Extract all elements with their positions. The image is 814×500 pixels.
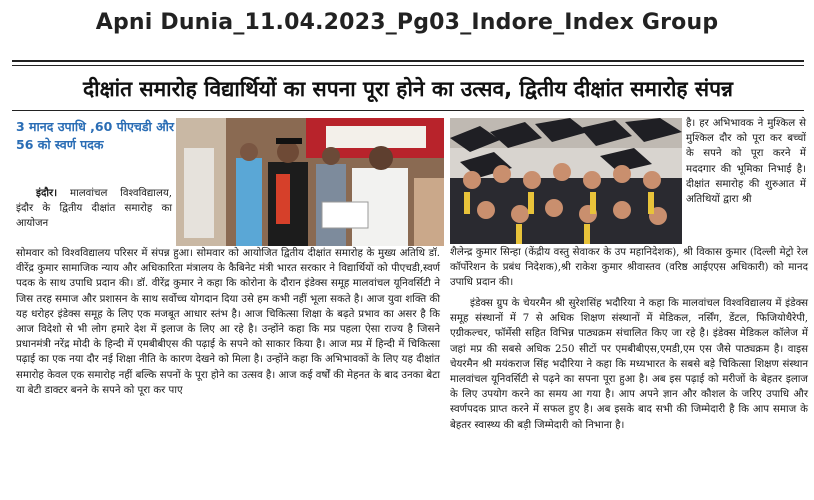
- para-1-text: मालवांचल विश्वविद्यालय, इंदौर के द्वितीय दीक्षांत समारोह का आयोजन: [16, 188, 172, 230]
- headline-rule: [12, 110, 804, 111]
- article-headline: दीक्षांत समारोह विद्यार्थियों का सपना पूरा होने का उत्सव, द्वितीय दीक्षांत समारोह संपन्न: [83, 77, 733, 101]
- article-para-4: इंडेक्स ग्रुप के चेयरमैन श्री सुरेशसिंह भदौरिया ने कहा कि मालवांचल विश्वविद्यालय में इंडेक्स समूह संस्थानों में 7 से अधिक शिक्षण संस्थानों में मेडिकल, नर्सिंग, डेंटल, फिजियोथैरेपी, एग्रीकल्चर, फॉर्मेसी सहित विभिन्न पाठ्यक्रम संचालित किए जा रहे है। इंडेक्स मेडिकल कॉलेज में जहां मप्र की सबसे अधिक 250 सीटों पर एमबीबीएस,एमडी,एम एस जैसे पाठ्यक्रम है। वाइस चेयरमैन श्री मयंकराज सिंह भदौरिया ने कहा कि मध्यभारत के सबसे बड़े चिकित्सा शिक्षण संस्थान मालवांचल यूनिवर्सिटी से पढ़ने का सपना पूरा हुआ है। अब इस पढ़ाई को मरीजों के बेहतर इलाज के लिए उपयोग करने का समय आ गया है। आप अपने ज्ञान और कौशल के जरिए उपाधि और स्वर्णपदक प्राप्त करने में सफल हुए है। अब इसके बाद सभी की जिम्मेदारी है कि आप समाज के बेहतर स्वास्थ्य की बड़ी जिम्मेदारी को निभाना है।: [450, 298, 808, 431]
- top-rule-thin: [12, 65, 804, 66]
- crowd-photo-illustration: [450, 118, 682, 244]
- page-header-title: Apni Dunia_11.04.2023_Pg03_Indore_Index Group: [95, 10, 719, 35]
- top-rule: [12, 60, 804, 62]
- article-para-right-column: है। हर अभिभावक ने मुश्किल से मुश्किल दौर को पूरा कर बच्चों के सपने को पूरा करने में मददगार की भूमिका निभाई है। दीक्षांत समारोह की शुरुआत में अतिथियों द्वारा श्री: [686, 118, 806, 206]
- graduates-crowd-photo: [450, 118, 682, 244]
- dateline: इंदौर।: [36, 187, 58, 199]
- article-subheading: 3 मानद उपाधि ,60 पीएचडी और 56 को स्वर्ण पदक: [16, 119, 175, 152]
- article-para-1: [16, 186, 172, 232]
- stage-photo-illustration: [176, 118, 444, 246]
- article-para-3: शैलेन्द्र कुमार सिन्हा (केंद्रीय वस्तु सेवाकर के उप महानिदेशक), श्री विकास कुमार (दिल्ली मेट्रो रेल कॉर्पोरेशन के प्रबंध निदेशक),श्री राकेश कुमार श्रीवास्तव (वरिष्ठ आईएएस अधिकारी) को मानद उपाधि प्रदान की।: [450, 247, 808, 289]
- article-para-2: सोमवार को विश्वविद्यालय परिसर में संपन्न हुआ। सोमवार को आयोजित द्वितीय दीक्षांत समारोह के मुख्य अतिथि डॉ. वीरेंद्र कुमार सामाजिक न्याय और अधिकारिता मंत्रालय के कैबिनेट मंत्री भारत सरकार ने विद्यार्थियों को पीएचडी,स्वर्ण पदक के साथ उपाधि प्रदान की। डॉ. वीरेंद्र कुमार ने कहा कि कोरोना के दौरान इंडेक्स समूह मालवांचल यूनिवर्सिटी ने जिस तरह समाज और प्रशासन के साथ सर्वोच्च योगदान दिया उसे हम कभी नहीं भूला सकते है। आज युवा शक्ति की यह धरोहर इंडेक्स समूह के लिए एक मजबूत आधार स्तंभ है। आज चिकित्सा शिक्षा के बढ़ते प्रभाव का असर है कि आज विदेशो से भी लोग हमारे देश में इलाज के लिए आ रहे है। उन्होंने कहा कि मप्र पहला ऐसा राज्य है जिसने प्रधानमंत्री नरेंद्र मोदी के हिन्दी में एमबीबीएस की पढ़ाई के सपने को साकार किया है। आज मप्र में हिन्दी में चिकित्सा पढ़ाई का एक नया दौर नई शिक्षा नीति के कारण देखने को मिला है। उन्होंने कहा कि अभिभावकों के लिए यह दीक्षांत समारोह केवल एक समारोह नहीं बल्कि सपनों के पूरा होने का उत्सव है। आज कई वर्षों की मेहनत के बाद उनका बेटा या बेटी डाक्टर बनने के सपने को पूरा कर पाए: [16, 248, 440, 396]
- convocation-stage-photo: [176, 118, 444, 246]
